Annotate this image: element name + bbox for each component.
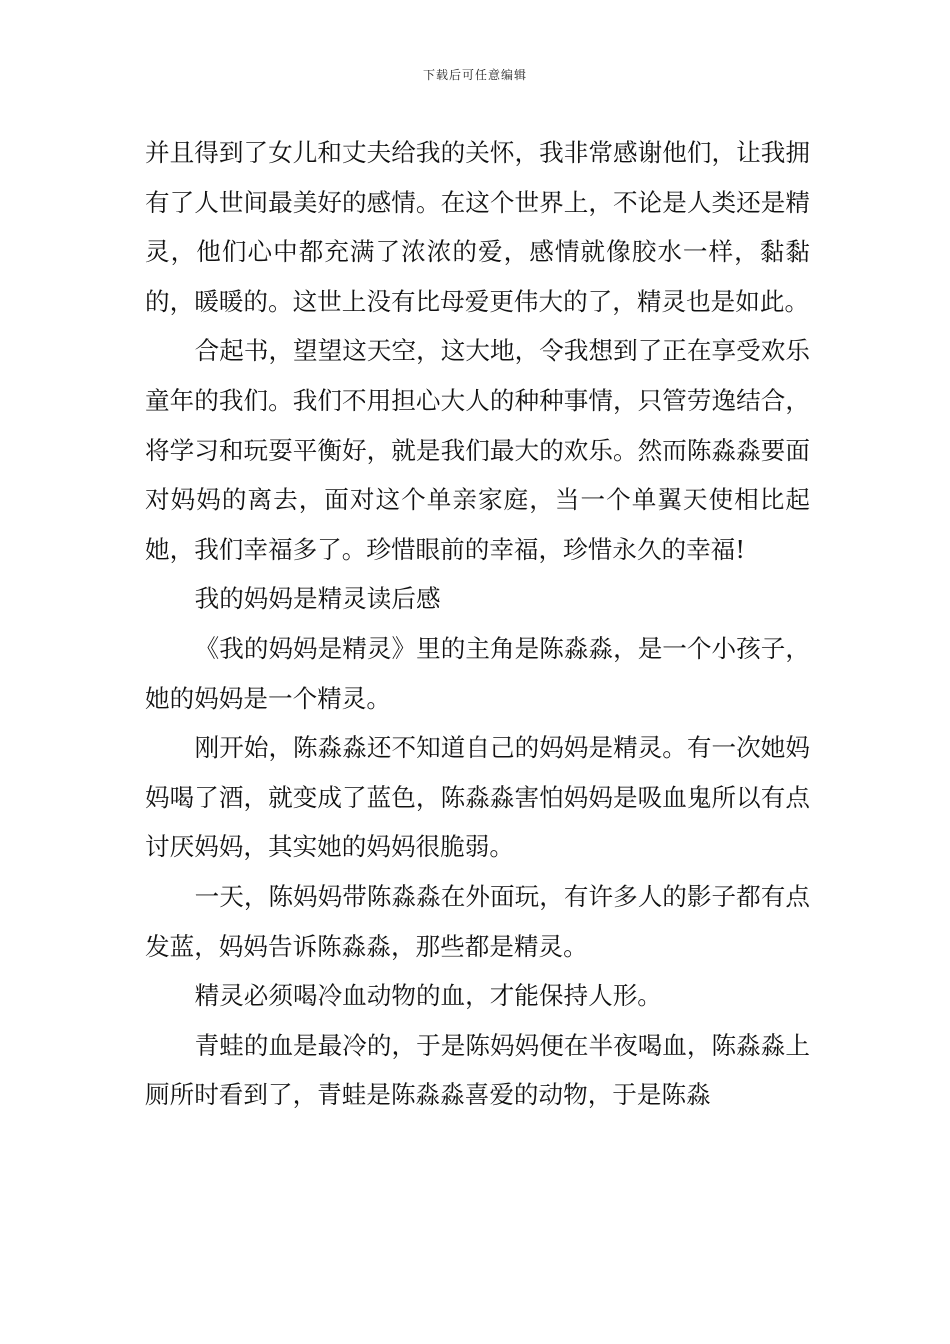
section-title: 我的妈妈是精灵读后感	[194, 584, 441, 614]
page-header: 下载后可任意编辑	[422, 68, 527, 82]
paragraph-2: 合起书，望望这天空，这大地，令我想到了正在享受欢乐童年的我们。我们不用担心大人的种种事情，只管劳逸结合，将学习和玩耍平衡好，就是我们最大的欢乐。然而陈淼淼要面对妈妈的离去，面对这个单亲家庭，当一个单翼天使相比起她，我们幸福多了。珍惜眼前的幸福，珍惜永久的幸福!	[145, 336, 810, 564]
document-body	[145, 128, 810, 1120]
paragraph-7: 青蛙的血是最冷的，于是陈妈妈便在半夜喝血，陈淼淼上厕所时看到了，青蛙是陈淼淼喜爱的动物，于是陈淼	[145, 1030, 810, 1110]
paragraph-1: 并且得到了女儿和丈夫给我的关怀，我非常感谢他们，让我拥有了人世间最美好的感情。在这个世界上，不论是人类还是精灵，他们心中都充满了浓浓的爱，感情就像胶水一样，黏黏的，暖暖的。这世上没有比母爱更伟大的了，精灵也是如此。	[145, 138, 810, 316]
paragraph-6: 精灵必须喝冷血动物的血，才能保持人形。	[194, 981, 662, 1011]
paragraph-5: 一天，陈妈妈带陈淼淼在外面玩，有许多人的影子都有点发蓝，妈妈告诉陈淼淼，那些都是精灵。	[145, 881, 810, 961]
paragraph-3: 《我的妈妈是精灵》里的主角是陈淼淼，是一个小孩子，她的妈妈是一个精灵。	[145, 633, 810, 713]
paragraph-4: 刚开始，陈淼淼还不知道自己的妈妈是精灵。有一次她妈妈喝了酒，就变成了蓝色，陈淼淼害怕妈妈是吸血鬼所以有点讨厌妈妈，其实她的妈妈很脆弱。	[145, 733, 810, 862]
